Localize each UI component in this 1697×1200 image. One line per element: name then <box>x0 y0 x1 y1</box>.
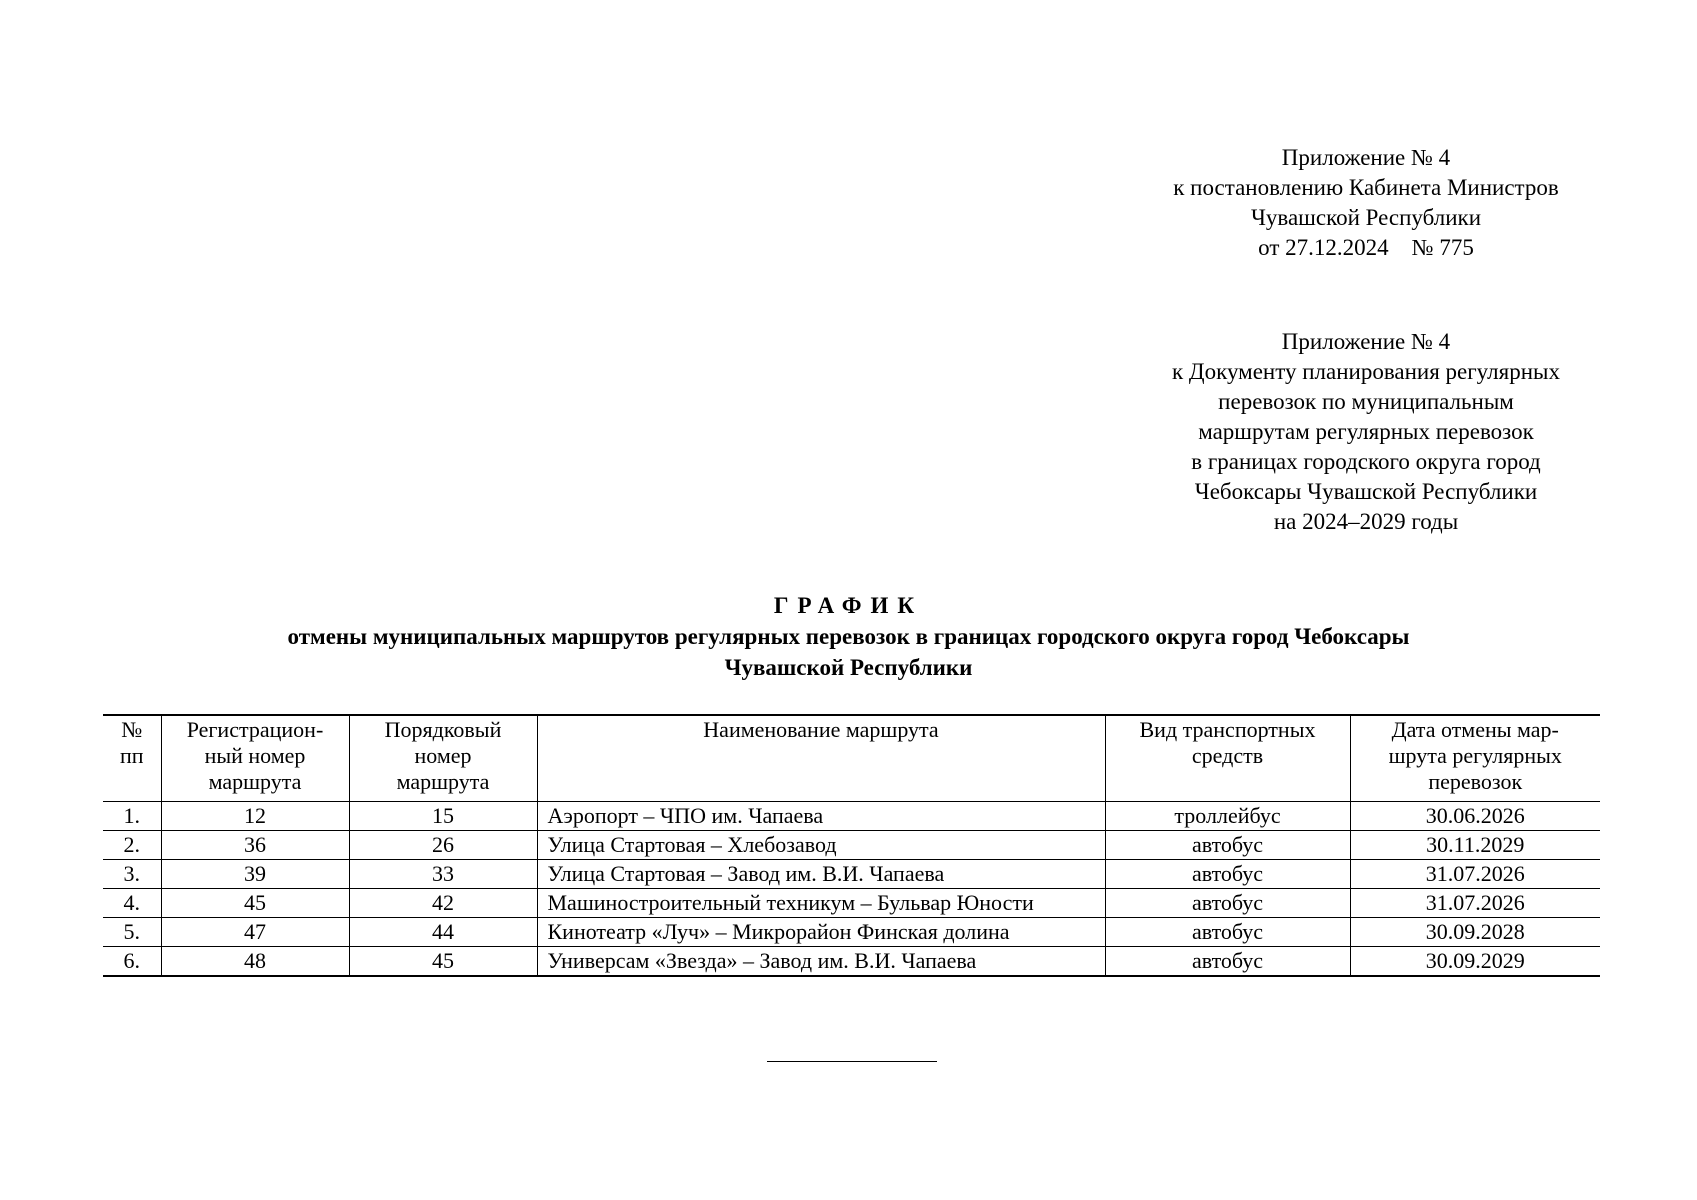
vehicle-type: автобус <box>1105 889 1350 918</box>
row-number: 2. <box>103 831 161 860</box>
row-number: 4. <box>103 889 161 918</box>
table-row <box>103 947 1600 977</box>
schedule-table <box>103 714 1600 977</box>
route-name: Машиностроительный техникум – Бульвар Юности <box>537 889 1105 918</box>
document-subtitle: отмены муниципальных маршрутов регулярных перевозок в границах городского округа город Чебоксары <box>287 624 1410 649</box>
cancel-date: 31.07.2026 <box>1350 889 1600 918</box>
table-row <box>103 831 1600 860</box>
vehicle-type: троллейбус <box>1105 802 1350 831</box>
sequence-number: 33 <box>349 860 537 889</box>
route-name: Улица Стартовая – Хлебозавод <box>537 831 1105 860</box>
sequence-number: 15 <box>349 802 537 831</box>
row-number: 6. <box>103 947 161 977</box>
header-cancel-date: Дата отмены мар- шрута регулярных перевозок <box>1350 715 1600 802</box>
header-route-name: Наименование маршрута <box>537 715 1105 802</box>
closing-divider <box>767 1061 937 1062</box>
cancel-date: 30.11.2029 <box>1350 831 1600 860</box>
appendix-resolution-block <box>1086 143 1646 263</box>
row-number: 3. <box>103 860 161 889</box>
sequence-number: 26 <box>349 831 537 860</box>
appendix-document-block <box>1086 327 1646 537</box>
table-header-row <box>103 715 1600 802</box>
row-number: 1. <box>103 802 161 831</box>
table-row <box>103 889 1600 918</box>
registration-number: 39 <box>161 860 349 889</box>
appendix-line: в границах городского округа город <box>1191 449 1541 474</box>
appendix-line: перевозок по муниципальным <box>1218 389 1514 414</box>
route-name: Универсам «Звезда» – Завод им. В.И. Чапаева <box>537 947 1105 977</box>
sequence-number: 44 <box>349 918 537 947</box>
header-sequence-number: Порядковый номер маршрута <box>349 715 537 802</box>
sequence-number: 42 <box>349 889 537 918</box>
appendix-line: Чувашской Республики <box>1250 205 1482 230</box>
cancel-date: 30.09.2028 <box>1350 918 1600 947</box>
vehicle-type: автобус <box>1105 831 1350 860</box>
sequence-number: 45 <box>349 947 537 977</box>
table-row <box>103 802 1600 831</box>
appendix-line: маршрутам регулярных перевозок <box>1198 419 1534 444</box>
header-vehicle-type: Вид транспортных средств <box>1105 715 1350 802</box>
cancel-date: 30.06.2026 <box>1350 802 1600 831</box>
cancel-date: 30.09.2029 <box>1350 947 1600 977</box>
registration-number: 36 <box>161 831 349 860</box>
table-row <box>103 860 1600 889</box>
appendix-line: к постановлению Кабинета Министров <box>1173 175 1559 200</box>
vehicle-type: автобус <box>1105 918 1350 947</box>
header-number: № пп <box>103 715 161 802</box>
document-subtitle: Чувашской Республики <box>724 655 973 680</box>
row-number: 5. <box>103 918 161 947</box>
appendix-line: к Документу планирования регулярных <box>1171 359 1560 384</box>
route-name: Улица Стартовая – Завод им. В.И. Чапаева <box>537 860 1105 889</box>
document-title: ГРАФИК <box>773 593 924 618</box>
route-name: Кинотеатр «Луч» – Микрорайон Финская долина <box>537 918 1105 947</box>
vehicle-type: автобус <box>1105 860 1350 889</box>
table-row <box>103 918 1600 947</box>
appendix-line: на 2024–2029 годы <box>1273 509 1459 534</box>
appendix-line: от 27.12.2024 № 775 <box>1258 235 1474 260</box>
appendix-line: Приложение № 4 <box>1281 329 1451 354</box>
header-registration-number: Регистрацион- ный номер маршрута <box>161 715 349 802</box>
registration-number: 45 <box>161 889 349 918</box>
route-name: Аэропорт – ЧПО им. Чапаева <box>537 802 1105 831</box>
vehicle-type: автобус <box>1105 947 1350 977</box>
registration-number: 48 <box>161 947 349 977</box>
appendix-line: Чебоксары Чувашской Республики <box>1194 479 1538 504</box>
cancel-date: 31.07.2026 <box>1350 860 1600 889</box>
appendix-line: Приложение № 4 <box>1281 145 1451 170</box>
registration-number: 47 <box>161 918 349 947</box>
registration-number: 12 <box>161 802 349 831</box>
